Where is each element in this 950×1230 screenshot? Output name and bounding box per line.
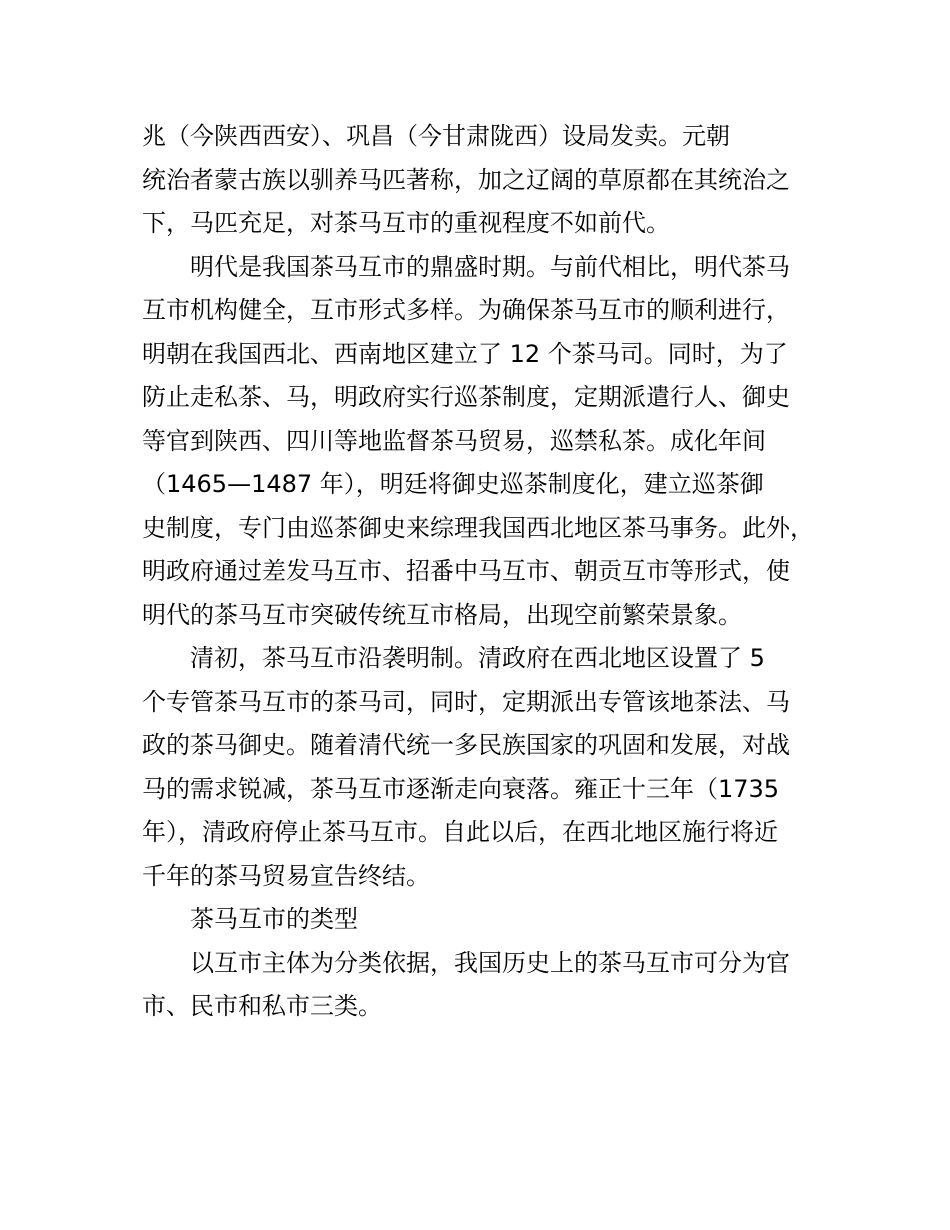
paragraph-first-line: 明代是我国茶马互市的鼎盛时期。与前代相比，明代茶马 (190, 252, 790, 281)
paragraph-first-line: 以互市主体为分类依据，我国历史上的茶马互市可分为官 (190, 948, 790, 977)
text-line: 明政府通过差发马互市、招番中马互市、朝贡互市等形式，使 (142, 557, 790, 585)
text-line: 防止走私茶、马，明政府实行巡茶制度，定期派遣行人、御史 (142, 383, 790, 411)
text-line: 明代的茶马互市突破传统互市格局，出现空前繁荣景象。 (142, 600, 742, 629)
text-line: 马的需求锐减，茶马互市逐渐走向衰落。雍正十三年（1735 (142, 774, 780, 803)
text-line: 千年的茶马贸易宣告终结。 (142, 861, 430, 890)
text-line: 市、民市和私市三类。 (142, 992, 382, 1020)
text-line: 兆（今陕西西安）、巩昌（今甘肃陇西）设局发卖。元朝 (142, 122, 730, 150)
section-heading: 茶马互市的类型 (190, 905, 358, 933)
text-line: 政的茶马御史。随着清代统一多民族国家的巩固和发展，对战 (142, 731, 790, 759)
text-line: 下，马匹充足，对茶马互市的重视程度不如前代。 (142, 209, 670, 237)
text-line: 个专管茶马互市的茶马司，同时，定期派出专管该地茶法、马 (142, 687, 790, 716)
text-line: 明朝在我国西北、西南地区建立了 12 个茶马司。同时，为了 (142, 339, 788, 368)
text-line: 等官到陕西、四川等地监督茶马贸易，巡禁私茶。成化年间 (142, 426, 766, 455)
text-line: 统治者蒙古族以驯养马匹著称，加之辽阔的草原都在其统治之 (142, 165, 790, 194)
text-line: 史制度，专门由巡茶御史来综理我国西北地区茶马事务。此外， (142, 513, 814, 542)
paragraph-first-line: 清初，茶马互市沿袭明制。清政府在西北地区设置了 5 (190, 644, 765, 672)
document-body (142, 115, 832, 1029)
text-line: （1465—1487 年），明廷将御史巡茶制度化，建立巡茶御 (142, 470, 764, 498)
text-line: 年），清政府停止茶马互市。自此以后，在西北地区施行将近 (142, 818, 778, 846)
text-line: 互市机构健全，互市形式多样。为确保茶马互市的顺利进行， (142, 296, 790, 324)
